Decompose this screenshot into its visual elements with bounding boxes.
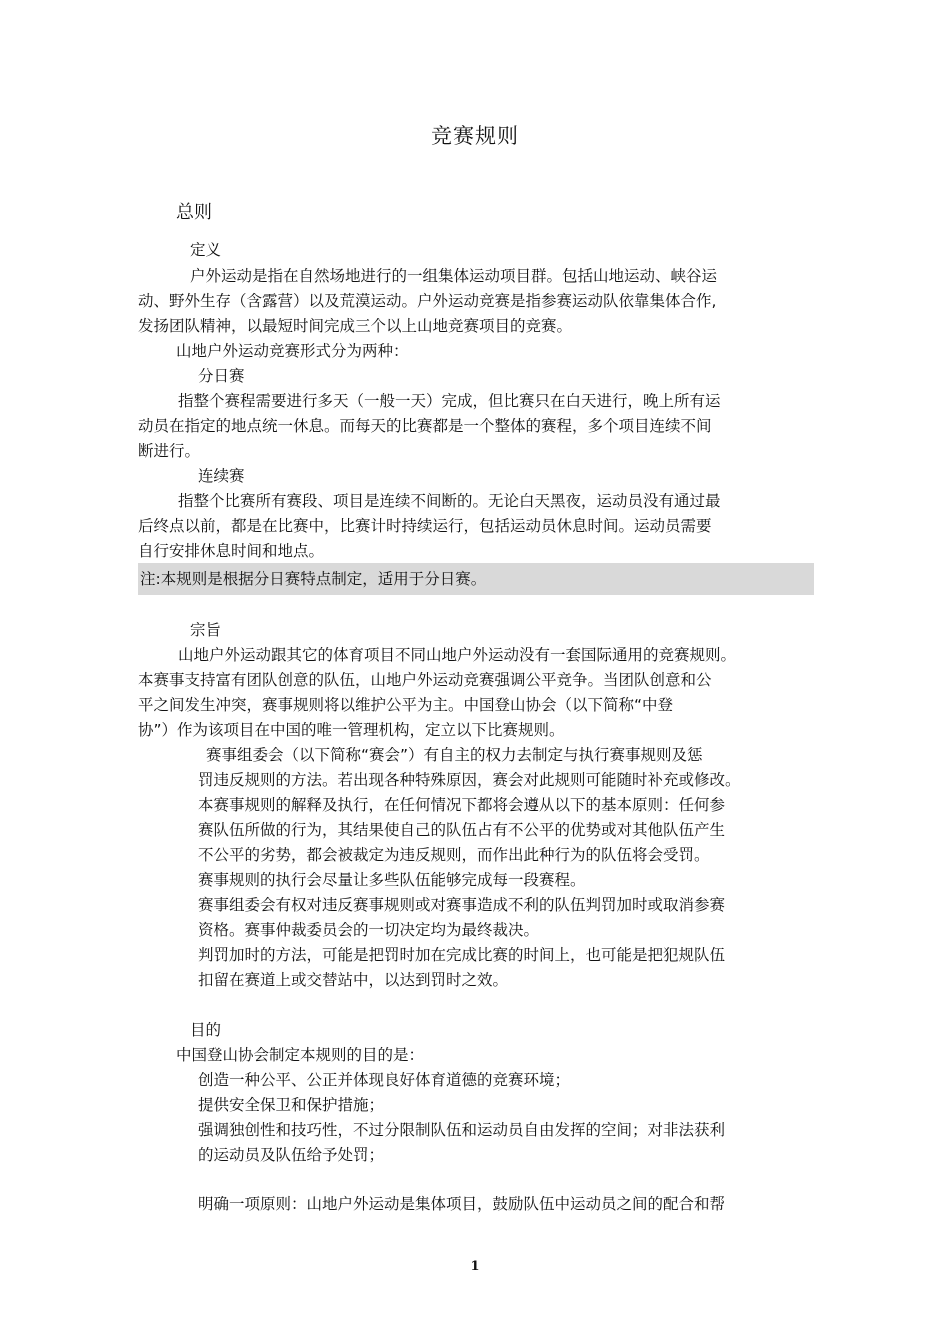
note-box [138,563,814,595]
paragraph-line: 协”）作为该项目在中国的唯一管理机构，定立以下比赛规则。 [138,721,565,739]
list-item: 提供安全保卫和保护措施； [198,1096,385,1114]
paragraph-line: 后终点以前，都是在比赛中，比赛计时持续运行，包括运动员休息时间。运动员需要 [138,517,712,535]
paragraph-line: 自行安排休息时间和地点。 [138,542,325,560]
page-number: 1 [470,1259,480,1274]
paragraph-line: 发扬团队精神，以最短时间完成三个以上山地竞赛项目的竞赛。 [138,317,573,335]
paragraph-line: 户外运动是指在自然场地进行的一组集体运动项目群。包括山地运动、峡谷运 [190,267,718,285]
paragraph-line: 中国登山协会制定本规则的目的是： [176,1046,425,1064]
paragraph-line: 山地户外运动竞赛形式分为两种： [176,342,409,360]
paragraph-line: 动、野外生存（含露营）以及荒漠运动。户外运动竞赛是指参赛运动队依靠集体合作, [138,292,717,310]
list-item: 判罚加时的方法，可能是把罚时加在完成比赛的时间上，也可能是把犯规队伍 [198,946,726,964]
subheading-definition: 定义 [190,241,222,259]
subheading-purpose: 宗旨 [190,621,222,639]
paragraph-line: 山地户外运动跟其它的体育项目不同山地户外运动没有一套国际通用的竞赛规则。 [178,646,737,664]
list-item: 明确一项原则：山地户外运动是集体项目，鼓励队伍中运动员之间的配合和帮 [198,1195,726,1213]
list-item: 强调独创性和技巧性，不过分限制队伍和运动员自由发挥的空间；对非法获利 [198,1121,726,1139]
paragraph-line: 动员在指定的地点统一休息。而每天的比赛都是一个整体的赛程，多个项目连续不间 [138,417,712,435]
paragraph-line: 平之间发生冲突，赛事规则将以维护公平为主。中国登山协会（以下简称“中登 [138,696,674,714]
list-item: 罚违反规则的方法。若出现各种特殊原因，赛会对此规则可能随时补充或修改。 [198,771,741,789]
paragraph-line: 断进行。 [138,442,201,460]
list-item: 赛事组委会（以下简称“赛会”）有自主的权力去制定与执行赛事规则及惩 [206,746,703,764]
document-title: 竞赛规则 [431,124,519,148]
list-item: 不公平的劣势，都会被裁定为违反规则，而作出此种行为的队伍将会受罚。 [198,846,710,864]
list-item: 赛事规则的执行会尽量让多些队伍能够完成每一段赛程。 [198,871,586,889]
paragraph-line: 本赛事支持富有团队创意的队伍，山地户外运动竞赛强调公平竞争。当团队创意和公 [138,671,712,689]
paragraph-line: 指整个赛程需要进行多天（一般一天）完成，但比赛只在白天进行，晚上所有运 [178,392,721,410]
section-heading-general: 总则 [176,202,212,223]
note-text: 注:本规则是根据分日赛特点制定，适用于分日赛。 [140,570,487,588]
list-item: 扣留在赛道上或交替站中，以达到罚时之效。 [198,971,509,989]
list-item: 赛队伍所做的行为，其结果使自己的队伍占有不公平的优势或对其他队伍产生 [198,821,726,839]
list-item: 本赛事规则的解释及执行，在任何情况下都将会遵从以下的基本原则：任何参 [198,796,726,814]
list-item: 创造一种公平、公正并体现良好体育道德的竞赛环境； [198,1071,571,1089]
paragraph-line: 指整个比赛所有赛段、项目是连续不间断的。无论白天黑夜，运动员没有通过最 [178,492,721,510]
list-item: 资格。赛事仲裁委员会的一切决定均为最终裁决。 [198,921,540,939]
subheading-continuous: 连续赛 [198,467,245,485]
list-item: 的运动员及队伍给予处罚； [198,1146,385,1164]
subheading-goal: 目的 [190,1021,222,1039]
list-item: 赛事组委会有权对违反赛事规则或对赛事造成不利的队伍判罚加时或取消参赛 [198,896,726,914]
subheading-daily: 分日赛 [198,367,245,385]
